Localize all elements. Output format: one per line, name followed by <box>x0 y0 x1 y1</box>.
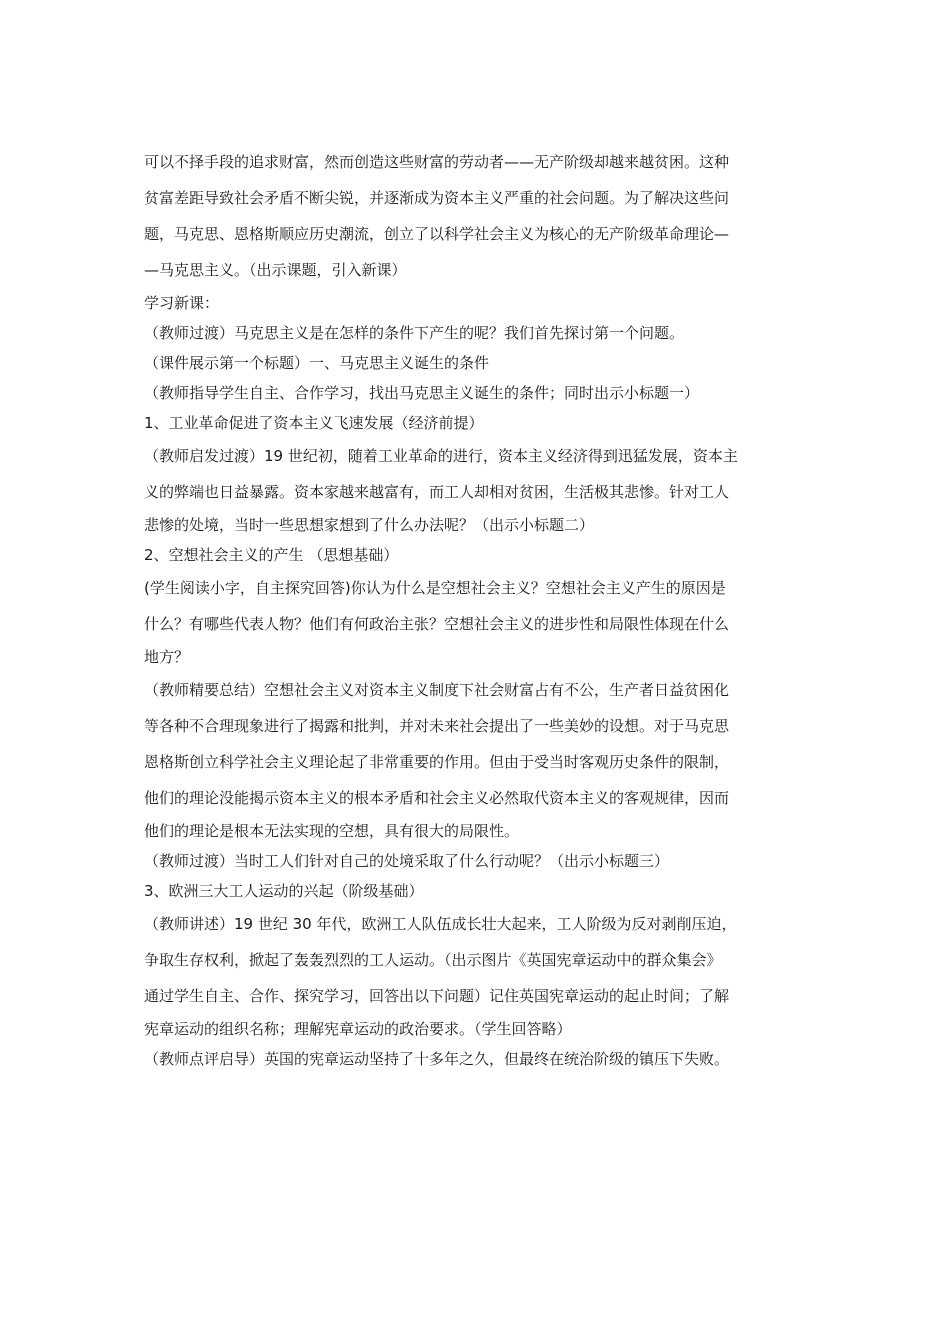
subheading: 3、欧洲三大工人运动的兴起（阶级基础） <box>144 882 424 900</box>
text-line: 他们的理论是根本无法实现的空想，具有很大的局限性。 <box>144 822 520 840</box>
text-line: 争取生存权利，掀起了轰轰烈烈的工人运动。（出示图片《英国宪章运动中的群众集会》 <box>144 951 722 969</box>
text-line: 通过学生自主、合作、探究学习，回答出以下问题）记住英国宪章运动的起止时间；了解 <box>144 987 730 1005</box>
document-body <box>144 144 812 1074</box>
text-line: 悲惨的处境，当时一些思想家想到了什么办法呢？（出示小标题二） <box>144 516 595 534</box>
section-heading: 学习新课： <box>144 294 220 312</box>
text-line: （教师启发过渡）19 世纪初，随着工业革命的进行，资本主义经济得到迅猛发展，资本主 <box>144 447 738 465</box>
text-line: 地方？ <box>144 648 190 666</box>
text-line: 可以不择手段的追求财富，然而创造这些财富的劳动者——无产阶级却越来越贫困。这种 <box>144 153 730 171</box>
text-line: （教师点评启导）英国的宪章运动坚持了十多年之久，但最终在统治阶级的镇压下失败。 <box>144 1050 730 1068</box>
text-line: 恩格斯创立科学社会主义理论起了非常重要的作用。但由于受当时客观历史条件的限制， <box>144 753 730 771</box>
subheading: 1、工业革命促进了资本主义飞速发展（经济前提） <box>144 414 484 432</box>
text-line: 他们的理论没能揭示资本主义的根本矛盾和社会主义必然取代资本主义的客观规律，因而 <box>144 789 730 807</box>
text-line: （教师精要总结）空想社会主义对资本主义制度下社会财富占有不公，生产者日益贫困化 <box>144 681 730 699</box>
text-line: 什么？有哪些代表人物？他们有何政治主张？空想社会主义的进步性和局限性体现在什么 <box>144 615 730 633</box>
subheading: 2、空想社会主义的产生 （思想基础） <box>144 546 399 564</box>
text-line: 贫富差距导致社会矛盾不断尖锐，并逐渐成为资本主义严重的社会问题。为了解决这些问 <box>144 189 730 207</box>
text-line: 等各种不合理现象进行了揭露和批判，并对未来社会提出了一些美妙的设想。对于马克思 <box>144 717 730 735</box>
text-line: （教师过渡）马克思主义是在怎样的条件下产生的呢？我们首先探讨第一个问题。 <box>144 324 685 342</box>
text-line: 题，马克思、恩格斯顺应历史潮流，创立了以科学社会主义为核心的无产阶级革命理论— <box>144 225 730 243</box>
text-line: （课件展示第一个标题）一、马克思主义诞生的条件 <box>144 354 490 372</box>
text-line: 义的弊端也日益暴露。资本家越来越富有，而工人却相对贫困，生活极其悲惨。针对工人 <box>144 483 730 501</box>
text-line: 宪章运动的组织名称；理解宪章运动的政治要求。（学生回答略） <box>144 1020 572 1038</box>
text-line: (学生阅读小字，自主探究回答)你认为什么是空想社会主义？空想社会主义产生的原因是 <box>144 579 726 597</box>
text-line: （教师指导学生自主、合作学习，找出马克思主义诞生的条件；同时出示小标题一） <box>144 384 700 402</box>
text-line: （教师过渡）当时工人们针对自己的处境采取了什么行动呢？（出示小标题三） <box>144 852 670 870</box>
text-line: （教师讲述）19 世纪 30 年代，欧洲工人队伍成长壮大起来，工人阶级为反对剥削压迫， <box>144 915 737 933</box>
text-line: —马克思主义。（出示课题，引入新课） <box>144 261 407 279</box>
